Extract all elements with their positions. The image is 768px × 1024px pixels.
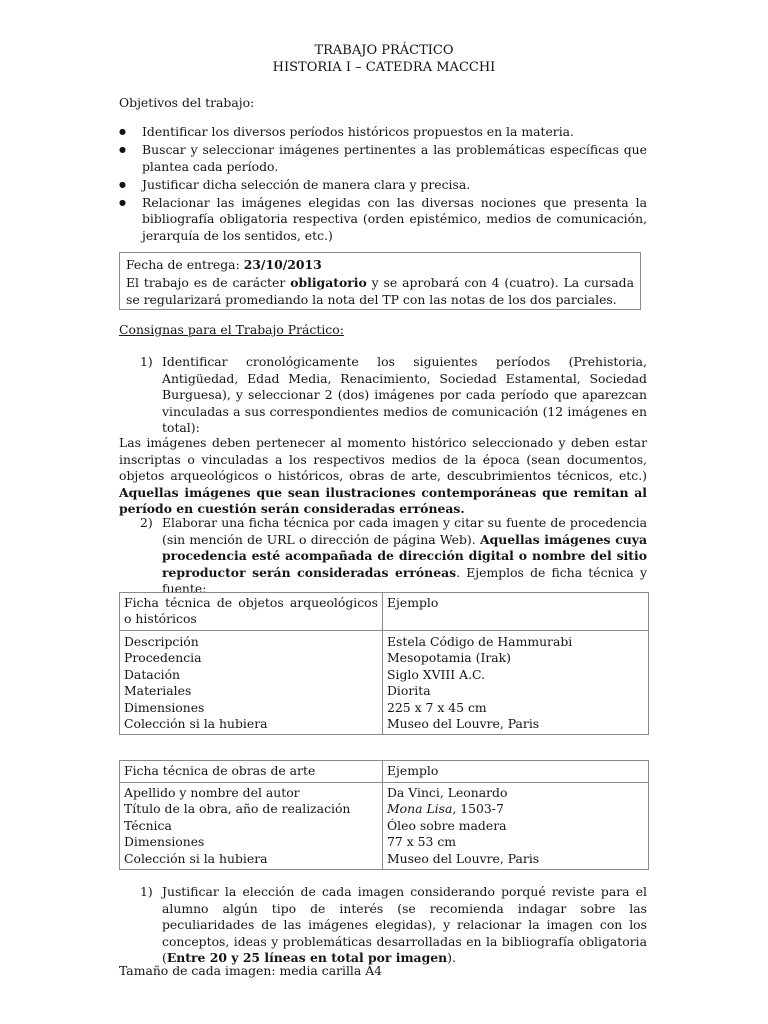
item-number: 1)	[140, 354, 153, 369]
justification-text: Justificar la elección de cada imagen considerando porqué reviste para el alumno algún tipo de interés (se recomienda indagar sobre las peculiaridades de las imágenes elegidas), y relacionar la imagen con los conceptos, ideas y problemáticas desarrolladas en la bibliografía obligatoria (	[162, 884, 647, 965]
field-value: Mesopotamia (Irak)	[387, 650, 512, 666]
consigna-item-1: Identificar cronológicamente los siguientes períodos (Prehistoria, Antigüedad, Edad Media, Renacimiento, Sociedad Estamental, Sociedad Burguesa), y seleccionar 2 (dos) imágenes por cada período que aparezcan vinculadas a sus correspondientes medios de comunicación (12 imágenes en total):	[162, 354, 647, 435]
field-values-cell	[383, 783, 649, 870]
objective-item: ● Relacionar las imágenes elegidas con las diversas nociones que presenta la bibliografía obligatoria respectiva (orden epistémico, medios de comunicación, jerarquía de los sentidos, etc.)	[142, 195, 647, 244]
requirements-text: Las imágenes deben pertenecer al momento histórico seleccionado y deben estar inscriptas o vinculadas a los respectivos medios de la época (sean documentos, objetos arqueológicos o históricos, obras de arte, descubrimientos técnicos, etc.)	[119, 435, 647, 483]
field-label: Colección si la hubiera	[124, 850, 268, 866]
document-subtitle: HISTORIA I – CATEDRA MACCHI	[272, 60, 496, 75]
field-labels-cell	[120, 783, 383, 870]
objective-item: ● Buscar y seleccionar imágenes pertinentes a las problemáticas específicas que plantea cada período.	[142, 142, 647, 175]
archaeological-object-sheet-table	[119, 592, 649, 735]
table-header-row	[120, 761, 649, 783]
field-label: Dimensiones	[124, 834, 205, 850]
objective-item: ● Identificar los diversos períodos históricos propuestos en la materia.	[142, 124, 647, 140]
field-label: Datación	[124, 666, 181, 682]
document-title: TRABAJO PRÁCTICO	[314, 43, 454, 58]
requirements-warning: Aquellas imágenes que sean ilustraciones contemporáneas que remitan al período en cuestión serán consideradas erróneas.	[119, 484, 647, 516]
field-values-cell	[383, 631, 649, 735]
field-labels-cell	[120, 631, 383, 735]
delivery-date-label: Fecha de entrega:	[126, 257, 244, 272]
field-label: Materiales	[124, 683, 192, 699]
table-header-cell: Ejemplo	[383, 593, 649, 631]
table-header-row	[120, 593, 649, 631]
table-row	[120, 631, 649, 735]
delivery-conditions	[126, 274, 634, 309]
item-number: 1)	[140, 884, 153, 899]
conditions-text-a: El trabajo es de carácter	[126, 274, 291, 290]
item-number: 2)	[140, 515, 153, 530]
justification-tail: ).	[447, 950, 456, 965]
field-value: Siglo XVIII A.C.	[387, 666, 485, 682]
table-header-cell: Ficha técnica de obras de arte	[120, 761, 383, 783]
delivery-info-box	[119, 252, 641, 310]
justification-item	[162, 884, 647, 967]
delivery-date-value: 23/10/2013	[243, 257, 322, 272]
item2-tail: . Ejemplos de ficha técnica y fuente:	[162, 564, 648, 596]
field-value: Museo del Louvre, Paris	[387, 850, 540, 866]
field-label: Apellido y nombre del autor	[124, 785, 300, 800]
table-header-cell: Ficha técnica de objetos arqueológicos o históricos	[120, 593, 383, 631]
consignas-heading: Consignas para el Trabajo Práctico:	[119, 322, 344, 337]
field-label: Dimensiones	[124, 699, 205, 715]
field-value: 77 x 53 cm	[387, 834, 457, 850]
field-label: Título de la obra, año de realización	[124, 801, 351, 817]
field-label: Procedencia	[124, 650, 202, 666]
delivery-date-line	[126, 256, 634, 274]
field-label: Técnica	[124, 817, 172, 833]
objectives-list	[142, 124, 647, 246]
table-row	[120, 783, 649, 870]
field-label: Descripción	[124, 634, 199, 649]
artwork-title: Mona Lisa	[387, 801, 453, 817]
item2-warning: Aquellas imágenes cuya procedencia esté acompañada de dirección digital o nombre del sitio reproductor serán consideradas erróneas	[162, 531, 647, 580]
field-value: Estela Código de Hammurabi	[387, 634, 573, 649]
conditions-text-b: y se aprobará con 4 (cuatro). La cursada se regularizará promediando la nota del TP con las notas de los dos parciales.	[126, 274, 634, 307]
objectives-heading: Objetivos del trabajo:	[119, 95, 255, 110]
justification-length: Entre 20 y 25 líneas en total por imagen	[166, 950, 448, 965]
table-header-cell: Ejemplo	[383, 761, 649, 783]
image-size-note: Tamaño de cada imagen: media carilla A4	[119, 963, 383, 978]
artwork-sheet-table	[119, 760, 649, 870]
field-value: Da Vinci, Leonardo	[387, 785, 508, 800]
field-value: 225 x 7 x 45 cm	[387, 699, 487, 715]
field-value	[387, 801, 644, 817]
field-value: Museo del Louvre, Paris	[387, 716, 540, 732]
field-value: Óleo sobre madera	[387, 817, 507, 833]
objective-item: ● Justificar dicha selección de manera clara y precisa.	[142, 177, 647, 193]
item2-text: Elaborar una ficha técnica por cada imagen y citar su fuente de procedencia (sin mención de URL o dirección de página Web).	[162, 515, 647, 547]
consigna-item-2	[162, 515, 647, 598]
field-value: Diorita	[387, 683, 431, 699]
artwork-year: , 1503-7	[452, 801, 504, 817]
images-requirements-paragraph	[119, 435, 647, 518]
field-label: Colección si la hubiera	[124, 716, 268, 732]
conditions-bold: obligatorio	[290, 274, 367, 290]
